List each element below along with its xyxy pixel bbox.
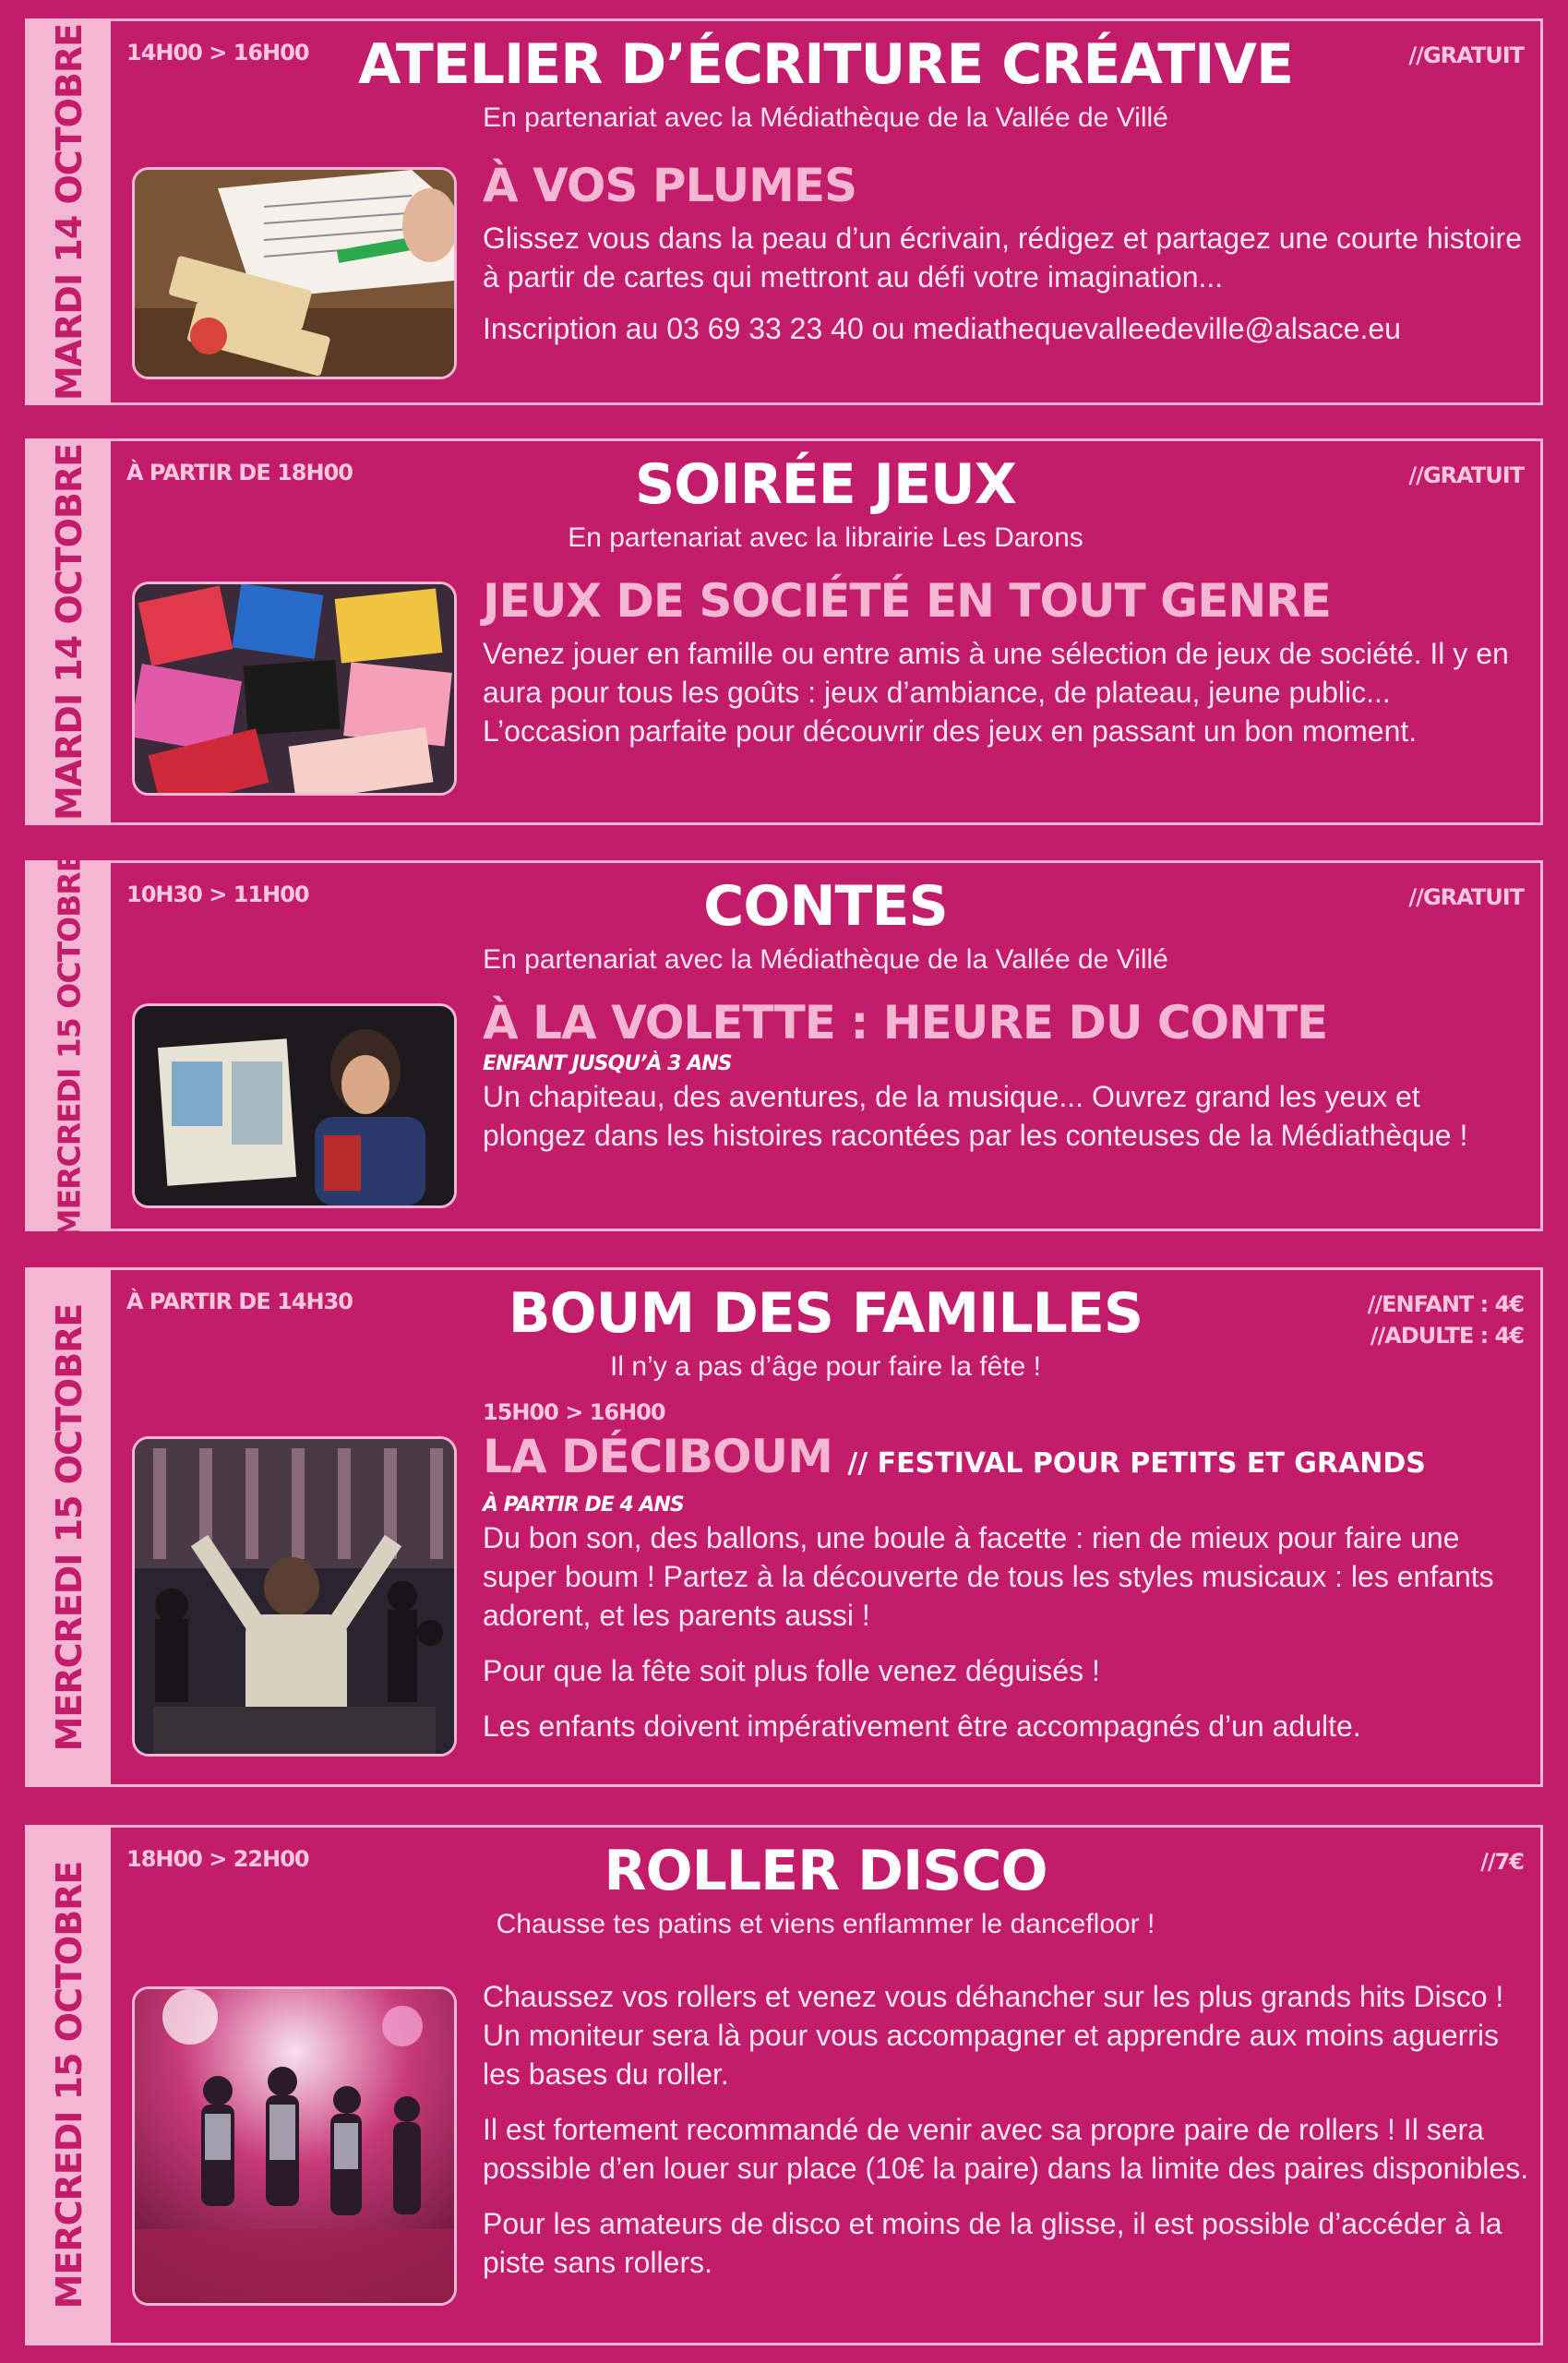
- price-line: //GRATUIT: [1408, 884, 1524, 910]
- event-description: Venez jouer en famille ou entre amis à une sélection de jeux de société. Il y en aura pour tous les goûts : jeux d’ambiance, de plateau, jeune public... L’occasion parfaite pour découvrir des jeux en passant un bon moment.: [483, 637, 1509, 748]
- event-content: [483, 1399, 1529, 1745]
- event-time: 18H00 > 22H00: [126, 1846, 309, 1872]
- event-photo-games: [132, 582, 457, 796]
- event-time: À PARTIR DE 18H00: [126, 460, 353, 486]
- event-card-roller: [25, 1825, 1543, 2345]
- event-title: ROLLER DISCO: [604, 1839, 1047, 1903]
- event-title: BOUM DES FAMILLES: [508, 1281, 1143, 1346]
- event-subtitle: En partenariat avec la Médiathèque de la Vallée de Villé: [483, 102, 1168, 133]
- activity-title: JEUX DE SOCIÉTÉ EN TOUT GENRE: [483, 574, 1331, 628]
- event-access-note: Pour les amateurs de disco et moins de la glisse, il est possible d’accéder à la piste sans rollers.: [483, 2207, 1502, 2279]
- date-sidebar: [28, 21, 111, 402]
- age-label: ENFANT JUSQU’À 3 ANS: [483, 1052, 732, 1075]
- event-card-contes: [25, 852, 1543, 1240]
- date-sidebar: [28, 852, 111, 1240]
- event-photo-party: [132, 1436, 457, 1757]
- activity-title: À LA VOLETTE : HEURE DU CONTE: [483, 996, 1328, 1050]
- event-description: Chaussez vos rollers et venez vous déhancher sur les plus grands hits Disco ! Un moniteur sera là pour vous accompagner et apprendre aux moins aguerris les bases du roller.: [483, 1980, 1504, 2091]
- event-content: [483, 573, 1529, 750]
- event-date: MERCREDI 15 OCTOBRE: [49, 1303, 90, 1751]
- date-sidebar: [28, 1828, 111, 2343]
- event-time: À PARTIR DE 14H30: [126, 1289, 353, 1314]
- event-date: MARDI 14 OCTOBRE: [49, 443, 90, 821]
- price-line: //ADULTE : 4€: [1370, 1323, 1524, 1349]
- age-label: À PARTIR DE 4 ANS: [483, 1493, 684, 1517]
- event-time: 14H00 > 16H00: [126, 40, 309, 66]
- date-sidebar: [28, 1270, 111, 1784]
- event-description: Glissez vous dans la peau d’un écrivain, rédigez et partagez une courte histoire à partir de cartes qui mettront au défi votre imagination...: [483, 222, 1522, 294]
- event-title: SOIRÉE JEUX: [635, 452, 1016, 517]
- price-line: //GRATUIT: [1408, 42, 1524, 68]
- event-date: MARDI 14 OCTOBRE: [49, 23, 90, 401]
- event-subtitle: En partenariat avec la Médiathèque de la Vallée de Villé: [483, 944, 1168, 975]
- activity-title-row: [483, 1429, 1529, 1492]
- event-registration: Inscription au 03 69 33 23 40 ou mediathequevalleedeville@alsace.eu: [483, 312, 1401, 345]
- activity-note: // FESTIVAL POUR PETITS ET GRANDS: [847, 1447, 1426, 1480]
- event-title: ATELIER D’ÉCRITURE CRÉATIVE: [358, 32, 1293, 97]
- date-sidebar: [28, 441, 111, 822]
- activity-title: LA DÉCIBOUM: [483, 1430, 832, 1483]
- event-date: MERCREDI 15 OCTOBRE: [51, 852, 88, 1240]
- event-title: CONTES: [703, 874, 948, 939]
- event-content: [483, 158, 1529, 348]
- event-costume-note: Pour que la fête soit plus folle venez déguisés !: [483, 1654, 1100, 1687]
- activity-title: À VOS PLUMES: [483, 159, 857, 212]
- event-adult-note: Les enfants doivent impérativement être accompagnés d’un adulte.: [483, 1709, 1361, 1743]
- event-content: [483, 995, 1529, 1155]
- event-subtitle: Chausse tes patins et viens enflammer le dancefloor !: [496, 1909, 1155, 1939]
- event-subtitle: En partenariat avec la librairie Les Darons: [568, 522, 1083, 553]
- event-description: Un chapiteau, des aventures, de la musique... Ouvrez grand les yeux et plongez dans les histoires racontées par les conteuses de la Médiathèque !: [483, 1080, 1468, 1152]
- event-card-ecriture: [25, 18, 1543, 405]
- price-line: //ENFANT : 4€: [1367, 1291, 1524, 1317]
- event-subtitle: Il n’y a pas d’âge pour faire la fête !: [610, 1351, 1041, 1382]
- event-date: MERCREDI 15 OCTOBRE: [49, 1861, 90, 2309]
- event-rental-note: Il est fortement recommandé de venir avec sa propre paire de rollers ! Il sera possible d’en louer sur place (10€ la paire) dans la limite des paires disponibles.: [483, 2113, 1529, 2185]
- event-card-boum: [25, 1267, 1543, 1787]
- event-photo-writing: [132, 167, 457, 379]
- session-time: 15H00 > 16H00: [483, 1399, 665, 1425]
- event-photo-roller: [132, 1986, 457, 2306]
- event-photo-storytelling: [132, 1003, 457, 1208]
- price-line: //7€: [1480, 1849, 1524, 1875]
- event-content: [483, 1977, 1529, 2282]
- price-line: //GRATUIT: [1408, 462, 1524, 488]
- event-description: Du bon son, des ballons, une boule à facette : rien de mieux pour faire une super boum ! Partez à la découverte de tous les styles musicaux : les enfants adorent, et les parents aussi !: [483, 1521, 1494, 1632]
- event-card-jeux: [25, 438, 1543, 825]
- event-time: 10H30 > 11H00: [126, 882, 309, 907]
